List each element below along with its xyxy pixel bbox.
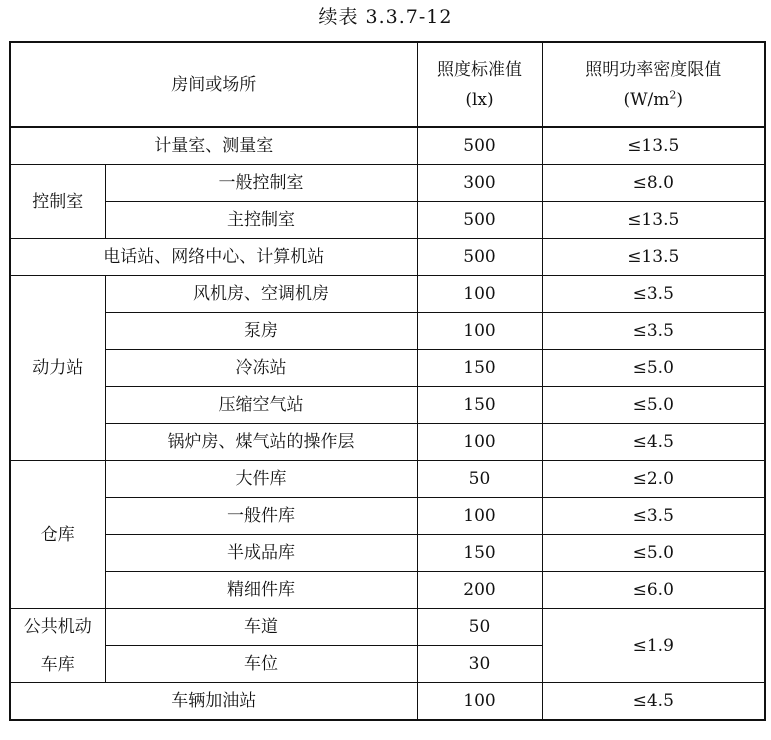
illuminance-cell: 500 [417,127,542,165]
lpd-cell: ≤13.5 [542,239,765,276]
illuminance-cell: 100 [417,498,542,535]
lpd-cell: ≤3.5 [542,276,765,313]
group-cell: 动力站 [10,276,105,461]
lpd-cell: ≤5.0 [542,535,765,572]
illuminance-cell: 100 [417,313,542,350]
table-caption: 续表 3.3.7-12 [318,6,453,28]
lpd-cell: ≤13.5 [542,202,765,239]
table-row [10,535,765,572]
header-lpd-label: 照明功率密度限值 [585,59,722,80]
room-cell: 大件库 [105,461,417,498]
table-header-row [10,42,765,127]
table-row [10,572,765,609]
room-cell: 泵房 [105,313,417,350]
illuminance-cell: 300 [417,165,542,202]
illuminance-cell: 30 [417,646,542,683]
header-illuminance-label: 照度标准值 [437,59,522,80]
header-illuminance-unit: (lx) [465,89,494,110]
table-row [10,609,765,646]
lpd-cell: ≤3.5 [542,498,765,535]
lpd-cell: ≤5.0 [542,350,765,387]
group-cell [10,609,105,683]
illuminance-cell: 100 [417,683,542,721]
table-row [10,276,765,313]
lpd-cell: ≤3.5 [542,313,765,350]
table-row [10,424,765,461]
illuminance-cell: 500 [417,202,542,239]
lpd-cell: ≤8.0 [542,165,765,202]
header-room: 房间或场所 [10,42,417,127]
illuminance-cell: 150 [417,387,542,424]
lpd-cell: ≤4.5 [542,424,765,461]
table-row [10,461,765,498]
room-cell: 锅炉房、煤气站的操作层 [105,424,417,461]
table-row [10,387,765,424]
table-row [10,127,765,165]
room-cell: 电话站、网络中心、计算机站 [10,239,417,276]
table-row [10,683,765,721]
group-cell: 控制室 [10,165,105,239]
room-cell: 一般控制室 [105,165,417,202]
illuminance-cell: 100 [417,424,542,461]
illuminance-cell: 500 [417,239,542,276]
group-line-1: 公共机动 [23,616,92,637]
table-row [10,350,765,387]
header-illuminance [417,42,542,127]
room-cell: 主控制室 [105,202,417,239]
room-cell: 冷冻站 [105,350,417,387]
header-lpd-unit: $(W/m^2)$ [623,87,684,110]
header-lpd [542,42,765,127]
illuminance-cell: 50 [417,461,542,498]
room-cell: 车位 [105,646,417,683]
table-row [10,165,765,202]
lpd-cell: ≤1.9 [542,609,765,683]
lpd-cell: ≤5.0 [542,387,765,424]
illuminance-cell: 150 [417,535,542,572]
table-row [10,498,765,535]
lighting-power-density-table [9,41,766,721]
room-cell: 压缩空气站 [105,387,417,424]
room-cell: 半成品库 [105,535,417,572]
illuminance-cell: 200 [417,572,542,609]
illuminance-cell: 50 [417,609,542,646]
room-cell: 计量室、测量室 [10,127,417,165]
group-cell: 仓库 [10,461,105,609]
lpd-cell: ≤2.0 [542,461,765,498]
lpd-cell: ≤6.0 [542,572,765,609]
room-cell: 车道 [105,609,417,646]
room-cell: 车辆加油站 [10,683,417,721]
illuminance-cell: 150 [417,350,542,387]
table-row [10,239,765,276]
table-row [10,202,765,239]
group-line-2: 车库 [40,654,75,675]
lpd-cell: ≤4.5 [542,683,765,721]
room-cell: 风机房、空调机房 [105,276,417,313]
lpd-cell: ≤13.5 [542,127,765,165]
room-cell: 精细件库 [105,572,417,609]
illuminance-cell: 100 [417,276,542,313]
room-cell: 一般件库 [105,498,417,535]
table-row [10,313,765,350]
